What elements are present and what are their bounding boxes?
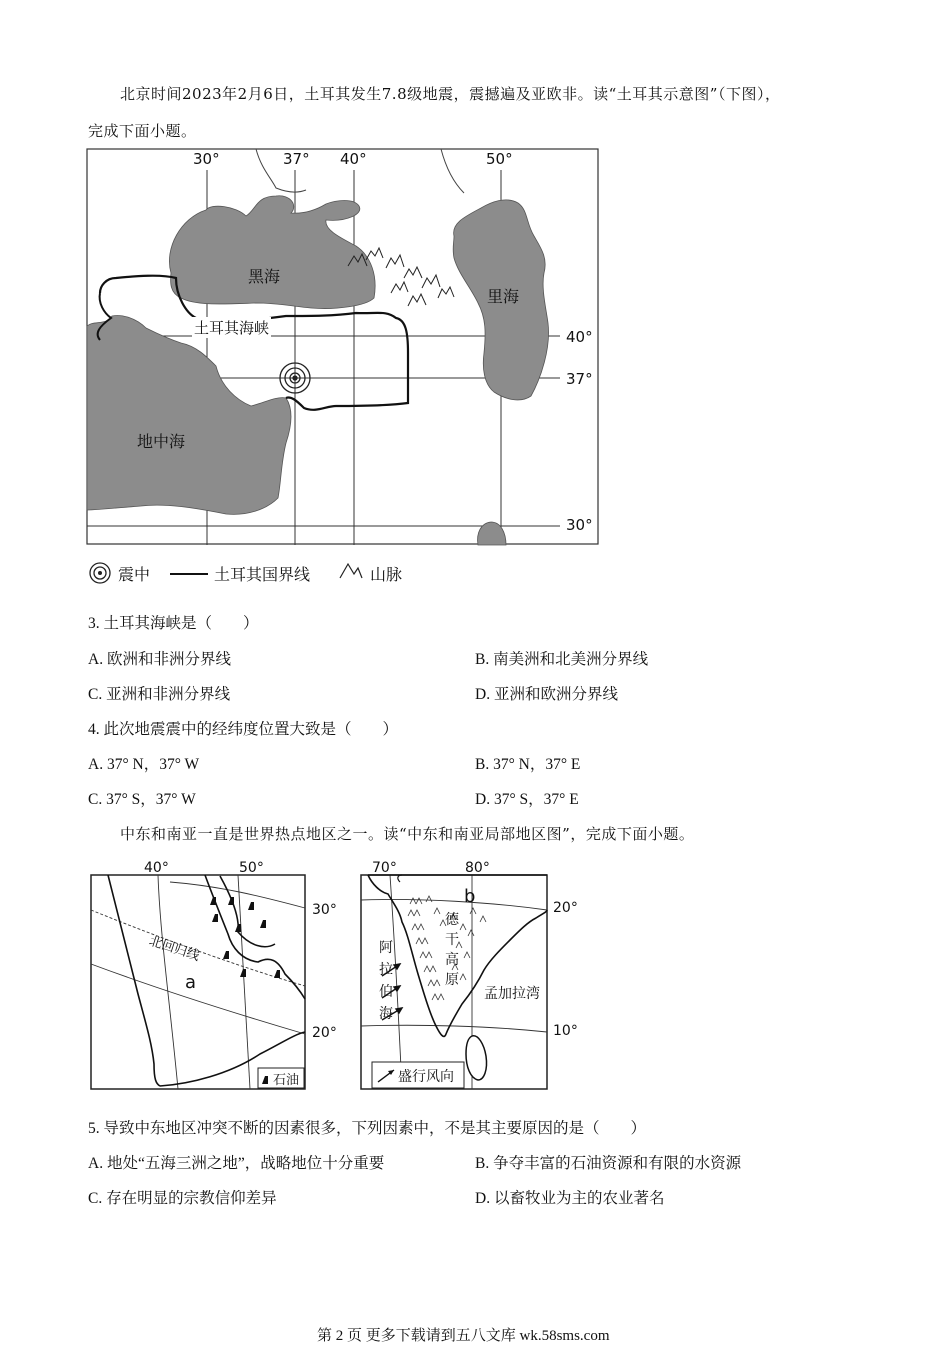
- label-a: a: [185, 972, 197, 993]
- q5-option-d[interactable]: D. 以畜牧业为主的农业著名: [475, 1190, 665, 1207]
- legend-mountain-icon: [338, 562, 364, 580]
- map3-lat-10: 10°: [553, 1023, 578, 1039]
- bay-of-bengal-label: 孟加拉湾: [484, 986, 540, 1002]
- tropic-label: 北回归线: [147, 933, 202, 965]
- label-b: b: [464, 886, 476, 907]
- map2-lon-40: 40°: [144, 860, 169, 876]
- intro-line-2: 完成下面小题。: [88, 122, 197, 140]
- black-sea-label: 黑海: [248, 267, 281, 286]
- q5-option-a[interactable]: A. 地处“五海三洲之地”，战略地位十分重要: [88, 1155, 385, 1172]
- q5-option-c[interactable]: C. 存在明显的宗教信仰差异: [88, 1190, 277, 1207]
- q3-option-c[interactable]: C. 亚洲和非洲分界线: [88, 686, 231, 703]
- legend-border-label: 土耳其国界线: [214, 565, 311, 584]
- legend-epicenter-icon: [88, 561, 112, 585]
- legend-mountain-label: 山脉: [370, 565, 403, 584]
- q5-stem: 5. 导致中东地区冲突不断的因素很多，下列因素中，不是其主要原因的是（ ）: [88, 1120, 647, 1137]
- turkish-strait-label: 土耳其海峡: [194, 319, 270, 337]
- map1-lat-40: 40°: [566, 328, 593, 346]
- caspian-sea-label: 里海: [487, 287, 520, 306]
- legend-epicenter-label: 震中: [118, 565, 151, 584]
- q5-option-b[interactable]: B. 争夺丰富的石油资源和有限的水资源: [475, 1155, 742, 1172]
- legend-wind-label: 盛行风向: [398, 1069, 454, 1085]
- epicenter-symbol: [280, 363, 310, 393]
- map2-lat-20: 20°: [312, 1025, 337, 1041]
- map3-lat-20: 20°: [553, 900, 578, 916]
- legend-border-line-icon: [170, 573, 208, 575]
- q3-option-d[interactable]: D. 亚洲和欧洲分界线: [475, 686, 618, 703]
- q4-option-d[interactable]: D. 37° S，37° E: [475, 791, 579, 808]
- turkey-map: [86, 148, 600, 546]
- q4-option-a[interactable]: A. 37° N，37° W: [88, 756, 200, 773]
- middle-east-map: [90, 874, 306, 1090]
- map1-lat-37: 37°: [566, 370, 593, 388]
- q3-stem: 3. 土耳其海峡是（ ）: [88, 615, 259, 632]
- map1-lon-40: 40°: [340, 150, 367, 168]
- map3-lon-70: 70°: [372, 860, 397, 876]
- arabian-sea-label: 阿 拉 伯 海: [379, 940, 393, 1022]
- q3-option-b[interactable]: B. 南美洲和北美洲分界线: [475, 651, 649, 668]
- deccan-label: 德 干 高 原: [445, 912, 459, 988]
- q3-option-a[interactable]: A. 欧洲和非洲分界线: [88, 651, 231, 668]
- mediterranean-label: 地中海: [137, 432, 186, 451]
- intro2: 中东和南亚一直是世界热点地区之一。读“中东和南亚局部地区图”，完成下面小题。: [120, 825, 695, 843]
- q4-stem: 4. 此次地震震中的经纬度位置大致是（ ）: [88, 721, 399, 738]
- map2-lat-30: 30°: [312, 902, 337, 918]
- q4-option-b[interactable]: B. 37° N，37° E: [475, 756, 581, 773]
- legend-oil-label: 石油: [273, 1073, 300, 1088]
- page-footer: 第 2 页 更多下载请到五八文库 wk.58sms.com: [317, 1328, 610, 1344]
- map1-lat-30: 30°: [566, 516, 593, 534]
- map2-lon-50: 50°: [239, 860, 264, 876]
- black-sea: [169, 196, 375, 309]
- map1-lon-37: 37°: [283, 150, 310, 168]
- map1-lon-30: 30°: [193, 150, 220, 168]
- map3-lon-80: 80°: [465, 860, 490, 876]
- q4-option-c[interactable]: C. 37° S，37° W: [88, 791, 196, 808]
- intro-line-1: 北京时间2023年2月6日，土耳其发生7.8级地震，震撼遍及亚欧非。读“土耳其示意图”（下图），: [120, 85, 781, 103]
- map1-lon-50: 50°: [486, 150, 513, 168]
